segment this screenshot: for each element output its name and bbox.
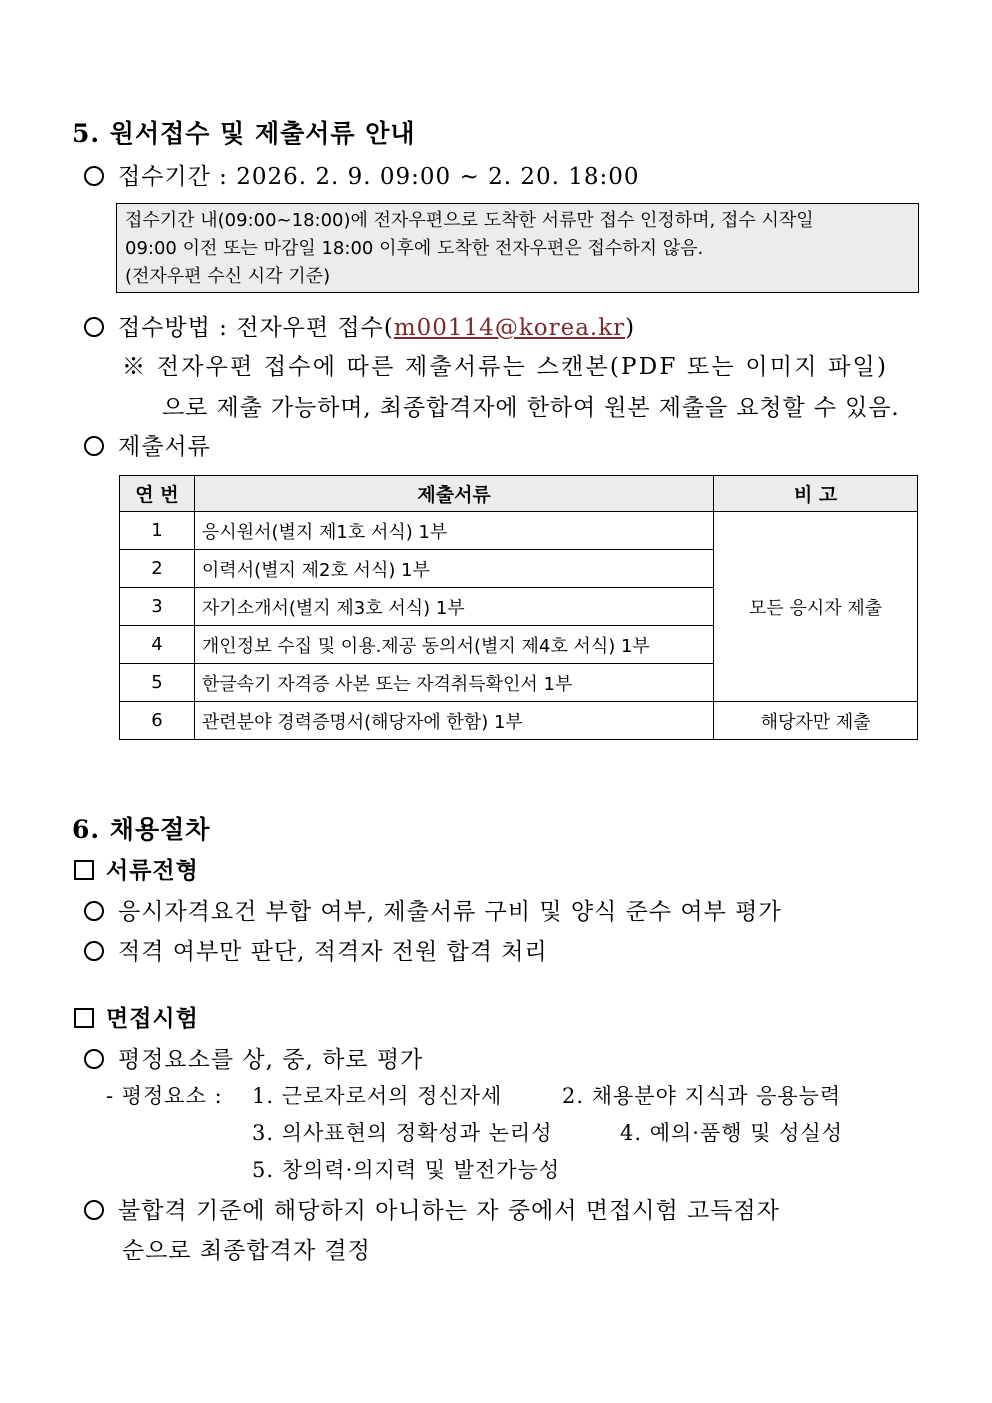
row-no: 2 [120, 550, 195, 588]
row-no: 1 [120, 512, 195, 550]
interview-text: 평정요소를 상, 중, 하로 평가 [118, 1047, 424, 1073]
remark-6: 해당자만 제출 [714, 702, 918, 740]
screening-text: 응시자격요건 부합 여부, 제출서류 구비 및 양식 준수 여부 평가 [118, 899, 782, 925]
table-row [120, 702, 918, 740]
row-doc: 관련분야 경력증명서(해당자에 한함) 1부 [194, 702, 713, 740]
row-no: 5 [120, 664, 195, 702]
row-doc: 개인정보 수집 및 이용.제공 동의서(별지 제4호 서식) 1부 [194, 626, 713, 664]
final-text-1: 불합격 기준에 해당하지 아니하는 자 중에서 면접시험 고득점자 [118, 1198, 780, 1224]
period-text: 접수기간 : 2026. 2. 9. 09:00 ~ 2. 20. 18:00 [118, 164, 640, 190]
email-link[interactable]: m00114@korea.kr [393, 315, 626, 341]
table-row [120, 512, 918, 550]
circle-bullet-icon [84, 1049, 104, 1069]
screening-title: 서류전형 [106, 857, 199, 884]
method-prefix: 접수방법 : 전자우편 접수( [118, 315, 394, 341]
final-text-2: 순으로 최종합격자 결정 [122, 1238, 371, 1264]
interview-heading [74, 1000, 199, 1033]
note-line-2: 으로 제출 가능하며, 최종합격자에 한하여 원본 제출을 요청할 수 있음. [162, 395, 900, 421]
notice-box [116, 203, 919, 293]
screening-text: 적격 여부만 판단, 적격자 전원 합격 처리 [118, 939, 548, 965]
criteria-2: 2. 채용분야 지식과 응용능력 [562, 1084, 842, 1108]
criteria-5: 5. 창의력·의지력 및 발전가능성 [252, 1158, 561, 1182]
circle-bullet-icon [84, 1200, 104, 1220]
period-item [84, 158, 640, 191]
circle-bullet-icon [84, 317, 104, 337]
section5-title: 5. 원서접수 및 제출서류 안내 [72, 119, 416, 148]
row-no: 4 [120, 626, 195, 664]
criteria-label: - 평정요소 : [106, 1084, 223, 1108]
screening-item [84, 933, 548, 966]
remark-all: 모든 응시자 제출 [714, 512, 918, 702]
criteria-1: 1. 근로자로서의 정신자세 [252, 1084, 503, 1108]
row-doc: 응시원서(별지 제1호 서식) 1부 [194, 512, 713, 550]
interview-item [84, 1041, 423, 1074]
docs-item [84, 428, 211, 461]
screening-heading [74, 852, 199, 885]
header-no: 연 번 [120, 476, 195, 512]
interview-title: 면접시험 [106, 1005, 199, 1032]
method-item [84, 309, 635, 342]
screening-item [84, 893, 782, 926]
notice-line: 접수기간 내(09:00~18:00)에 전자우편으로 도착한 서류만 접수 인정하며, 접수 시작일 [125, 210, 814, 231]
circle-bullet-icon [84, 166, 104, 186]
row-no: 3 [120, 588, 195, 626]
square-bullet-icon [74, 1008, 94, 1028]
criteria-3: 3. 의사표현의 정확성과 논리성 [252, 1121, 553, 1145]
table-header-row [120, 476, 918, 512]
square-bullet-icon [74, 860, 94, 880]
header-remark: 비 고 [714, 476, 918, 512]
docs-label: 제출서류 [118, 434, 211, 460]
note-line-1: ※ 전자우편 접수에 따른 제출서류는 스캔본(PDF 또는 이미지 파일) [122, 354, 889, 380]
circle-bullet-icon [84, 941, 104, 961]
criteria-4: 4. 예의·품행 및 성실성 [620, 1121, 844, 1145]
circle-bullet-icon [84, 436, 104, 456]
row-no: 6 [120, 702, 195, 740]
header-doc: 제출서류 [194, 476, 713, 512]
final-item [84, 1192, 780, 1225]
notice-line: (전자우편 수신 시각 기준) [125, 266, 331, 287]
method-suffix: ) [625, 315, 636, 341]
row-doc: 이력서(별지 제2호 서식) 1부 [194, 550, 713, 588]
documents-table [119, 475, 918, 740]
circle-bullet-icon [84, 901, 104, 921]
section6-title: 6. 채용절차 [72, 815, 211, 844]
row-doc: 한글속기 자격증 사본 또는 자격취득확인서 1부 [194, 664, 713, 702]
notice-line: 09:00 이전 또는 마감일 18:00 이후에 도착한 전자우편은 접수하지 않음. [125, 238, 704, 259]
row-doc: 자기소개서(별지 제3호 서식) 1부 [194, 588, 713, 626]
